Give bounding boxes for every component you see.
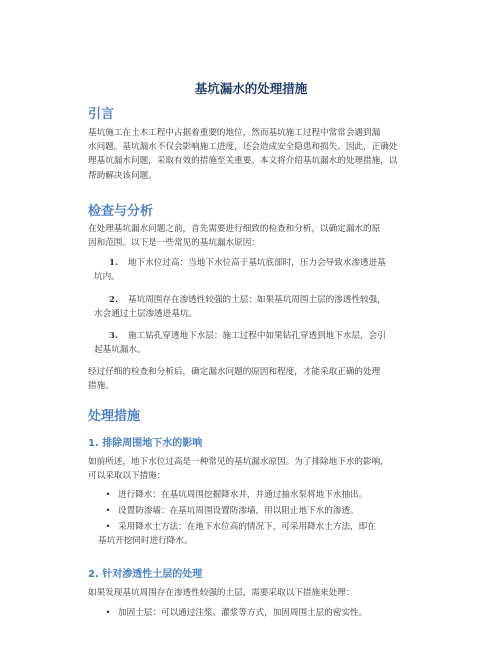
reason-text-1-line-1: 地下水位过高：当地下水位高于基坑底部时，压力会导致水渗透进基 <box>128 258 386 268</box>
section-heading-check: 检查与分析 <box>88 204 154 219</box>
reason-number-3: 3. <box>109 331 118 341</box>
check-line-2: 因和范围。以下是一些常见的基坑漏水原因： <box>88 238 260 249</box>
sub1-bullet-2 <box>98 504 428 518</box>
reason-item-2 <box>90 293 430 321</box>
sub1-bullet-1 <box>98 488 428 502</box>
intro-line-2: 水问题。基坑漏水不仅会影响施工进度，还会造成安全隐患和损失。因此，正确处 <box>88 142 398 153</box>
sub1-bullet-3 <box>98 520 428 548</box>
reason-item-3 <box>90 329 430 357</box>
sub1-line-1: 如前所述，地下水位过高是一种常见的基坑漏水原因。为了排除地下水的影响， <box>88 457 389 467</box>
document-title: 基坑漏水的处理措施 <box>194 81 308 96</box>
section-heading-measures: 处理措施 <box>88 409 141 424</box>
sub2-bullet-1 <box>98 606 428 620</box>
bullet-marker: • <box>105 506 111 516</box>
section-heading-intro: 引言 <box>88 107 115 122</box>
check-paragraph-2 <box>88 365 432 393</box>
sub2-line-1: 如果发现基坑周围存在渗透性较强的土层，需要采取以下措施来处理： <box>88 588 355 598</box>
reason-item-1 <box>90 256 430 284</box>
sub1-bullet-3-text-line-1: 采用降水土方法：在地下水位高的情况下，可采用降水土方法，即在 <box>118 522 376 532</box>
check2-line-1: 经过仔细的检查和分析后，确定漏水问题的原因和程度，才能采取正确的处理 <box>88 367 381 377</box>
subsection-heading-1: 1. 排除周围地下水的影响 <box>88 438 203 449</box>
sub1-paragraph <box>88 455 432 483</box>
reason-text-2-line-1: 基坑周围存在渗透性较强的土层：如果基坑周围土层的渗透性较强， <box>128 295 386 305</box>
sub1-bullet-3-text-line-2: 基坑开挖同时进行降水。 <box>98 536 193 547</box>
intro-paragraph <box>88 126 432 183</box>
intro-line-1: 基坑施工在土木工程中占据着重要的地位，然而基坑施工过程中常常会遇到漏 <box>88 128 381 138</box>
intro-line-3: 理基坑漏水问题，采取有效的措施至关重要。本文将介绍基坑漏水的处理措施，以 <box>88 156 398 167</box>
check2-line-2: 措施。 <box>88 381 114 392</box>
reason-text-3-line-1: 施工钻孔穿透地下水层：施工过程中如果钻孔穿透到地下水层，会引 <box>128 331 386 341</box>
check-paragraph-1 <box>88 222 432 250</box>
intro-line-4: 帮助解决该问题。 <box>88 170 157 181</box>
bullet-marker: • <box>105 608 111 618</box>
bullet-marker: • <box>105 490 111 500</box>
sub2-paragraph <box>88 586 432 600</box>
sub2-bullet-1-text: 加固土层：可以通过注浆、灌浆等方式，加固周围土层的密实性。 <box>118 608 368 618</box>
reason-number-2: 2. <box>109 295 118 305</box>
reason-text-3-line-2: 起基坑漏水。 <box>94 345 146 356</box>
reason-text-1-line-2: 坑内。 <box>94 272 120 283</box>
subsection-heading-2: 2. 针对渗透性土层的处理 <box>88 569 203 580</box>
reason-text-2-line-2: 水会通过土层渗透进基坑。 <box>94 309 198 320</box>
bullet-marker: • <box>105 522 111 532</box>
reason-number-1: 1. <box>109 258 118 268</box>
check-line-1: 在处理基坑漏水问题之前，首先需要进行细致的检查和分析，以确定漏水的原 <box>88 224 381 234</box>
sub1-line-2: 可以采取以下措施： <box>88 471 166 482</box>
sub1-bullet-2-text: 设置防渗墙：在基坑周围设置防渗墙，用以阻止地下水的渗透。 <box>118 506 359 516</box>
sub1-bullet-1-text: 进行降水：在基坑周围挖掘降水井，并通过抽水泵将地下水抽出。 <box>118 490 368 500</box>
